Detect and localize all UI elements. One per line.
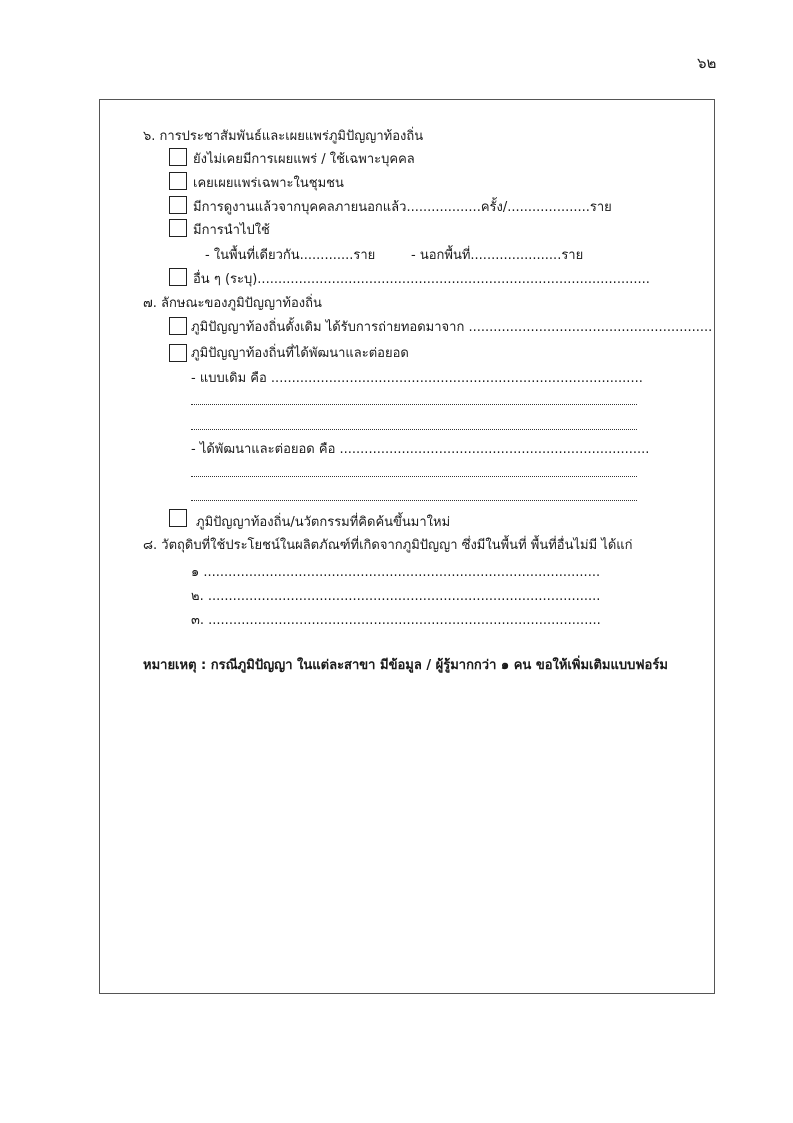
section7-option3-checkbox[interactable] xyxy=(169,509,187,527)
section7-option1-checkbox[interactable] xyxy=(169,317,187,335)
section6-option3-checkbox[interactable] xyxy=(169,196,187,214)
section6-same-area-field[interactable]: - ในพื้นที่เดียวกัน.............ราย xyxy=(205,248,376,263)
section7-option3-label: ภูมิปัญญาท้องถิ่น/นวัตกรรมที่คิดค้นขึ้นมาใหม่ xyxy=(196,515,451,530)
developed-form-label: - ได้พัฒนาและต่อยอด คือ ........................................................................... xyxy=(191,442,650,457)
section8-item3[interactable]: ๓. ............................................................................................... xyxy=(191,613,601,628)
original-form-line-1[interactable] xyxy=(191,404,637,405)
section7-heading: ๗. ลักษณะของภูมิปัญญาท้องถิ่น xyxy=(143,296,322,311)
section6-option1-label: ยังไม่เคยมีการเผยแพร่ / ใช้เฉพาะบุคคล xyxy=(193,152,415,167)
section6-option1-checkbox[interactable] xyxy=(169,148,187,166)
section8-item2[interactable]: ๒. ............................................................................................... xyxy=(191,589,601,604)
section6-option5-label: อื่น ๆ (ระบุ)............................................................................................... xyxy=(193,272,650,287)
developed-form-line-1[interactable] xyxy=(191,476,637,477)
section6-option2-checkbox[interactable] xyxy=(169,172,187,190)
section6-option5-checkbox[interactable] xyxy=(169,268,187,286)
section6-outside-area-field[interactable]: - นอกพื้นที่......................ราย xyxy=(411,248,584,263)
developed-form-line-2[interactable] xyxy=(191,500,637,501)
section8-heading: ๘. วัตถุดิบที่ใช้ประโยชน์ในผลิตภัณฑ์ที่เกิดจากภูมิปัญญา ซึ่งมีในพื้นที่ พื้นที่อื่นไม่มี ได้แก่ xyxy=(143,538,633,553)
original-form-label: - แบบเดิม คือ .......................................................................................... xyxy=(191,371,643,386)
section6-option4-label: มีการนำไปใช้ xyxy=(193,223,270,238)
page-number: ๖๒ xyxy=(697,54,717,72)
note: หมายเหตุ : กรณีภูมิปัญญา ในแต่ละสาขา มีข้อมูล / ผู้รู้มากกว่า ๑ คน ขอให้เพิ่มเติมแบบฟอร์ม xyxy=(143,658,668,673)
section6-heading: ๖. การประชาสัมพันธ์และเผยแพร่ภูมิปัญญาท้องถิ่น xyxy=(143,129,424,144)
section7-option1-label: ภูมิปัญญาท้องถิ่นดั้งเดิม ได้รับการถ่ายทอดมาจาก ........................................................... xyxy=(191,320,713,335)
section6-option4-checkbox[interactable] xyxy=(169,219,187,237)
section6-option3-label: มีการดูงานแล้วจากบุคคลภายนอกแล้ว..................ครั้ง/....................ราย xyxy=(193,200,612,215)
section6-option2-label: เคยเผยแพร่เฉพาะในชุมชน xyxy=(193,176,344,191)
section8-item1[interactable]: ๑ ................................................................................................ xyxy=(191,565,601,580)
section7-option2-checkbox[interactable] xyxy=(169,344,187,362)
original-form-line-2[interactable] xyxy=(191,429,637,430)
section7-option2-label: ภูมิปัญญาท้องถิ่นที่ได้พัฒนาและต่อยอด xyxy=(191,346,409,361)
